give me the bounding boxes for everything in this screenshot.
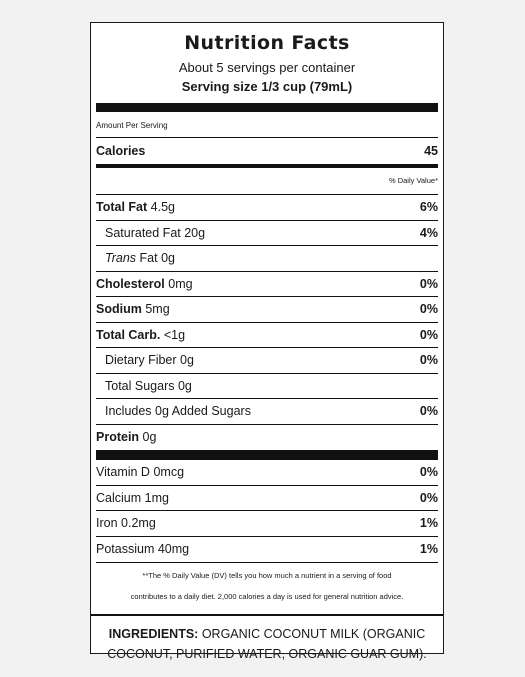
servings-per-container: About 5 servings per container xyxy=(178,60,356,75)
calories-label: Calories xyxy=(96,144,146,158)
vitamin-row xyxy=(96,537,438,563)
nutrient-label xyxy=(96,272,193,297)
footnote-line-1: **The % Daily Value (DV) tells you how much a nutrient in a serving of food xyxy=(142,571,392,580)
nutrient-row xyxy=(96,399,438,425)
label-title: Nutrition Facts xyxy=(184,32,350,54)
nutrient-label xyxy=(96,374,192,399)
vitamin-row xyxy=(96,460,438,486)
nutrient-label xyxy=(96,323,185,348)
nutrient-name: Total Fat xyxy=(96,200,148,214)
nutrient-daily-value: 0% xyxy=(419,404,438,418)
footnote-line-2: contributes to a daily diet. 2,000 calories a day is used for general nutrition advice. xyxy=(130,592,404,601)
nutrient-name: Sodium xyxy=(96,302,142,316)
vitamin-label xyxy=(96,486,169,511)
nutrient-row xyxy=(96,221,438,247)
nutrient-row xyxy=(96,348,438,374)
vitamin-amount: 0mcg xyxy=(153,465,185,479)
amount-per-serving: Amount Per Serving xyxy=(96,112,438,138)
nutrient-label xyxy=(96,221,205,246)
daily-value-footnote xyxy=(96,562,438,614)
nutrient-daily-value: 0% xyxy=(419,302,438,316)
vitamin-name: Vitamin D xyxy=(96,465,150,479)
vitamin-name: Iron xyxy=(96,516,118,530)
nutrient-name: Includes 0g Added Sugars xyxy=(105,404,251,418)
daily-value-header: % Daily Value* xyxy=(96,168,438,195)
nutrient-name-suffix: Fat xyxy=(139,251,158,265)
nutrient-row xyxy=(96,195,438,221)
ingredients-label: INGREDIENTS: xyxy=(108,627,199,641)
vitamin-list xyxy=(96,460,438,562)
nutrient-name: Dietary Fiber xyxy=(105,353,177,367)
vitamin-daily-value: 1% xyxy=(419,516,438,530)
nutrient-row xyxy=(96,374,438,400)
nutrient-name: Total Sugars xyxy=(105,378,175,393)
nutrient-daily-value: 0% xyxy=(419,353,438,367)
nutrient-label xyxy=(96,425,156,451)
nutrient-row xyxy=(96,323,438,349)
vitamin-name: Calcium xyxy=(96,490,142,505)
vitamin-amount: 1mg xyxy=(144,490,169,505)
nutrient-name: Trans xyxy=(105,251,137,265)
vitamin-name: Potassium xyxy=(96,541,155,556)
nutrient-amount: 0g xyxy=(161,251,175,265)
nutrient-name: Cholesterol xyxy=(96,276,165,291)
nutrient-name: Protein xyxy=(96,429,140,444)
nutrient-amount: <1g xyxy=(163,327,186,342)
vitamin-label xyxy=(96,511,156,536)
vitamin-daily-value: 0% xyxy=(419,490,438,505)
vitamin-label xyxy=(96,537,189,563)
vitamin-daily-value: 1% xyxy=(419,541,438,556)
nutrient-list xyxy=(96,195,438,450)
nutrient-daily-value: 0% xyxy=(419,327,438,342)
vitamin-row xyxy=(96,511,438,537)
nutrient-amount: 0g xyxy=(180,353,194,367)
nutrient-row xyxy=(96,272,438,298)
nutrient-amount: 4.5g xyxy=(150,200,175,214)
vitamin-row xyxy=(96,486,438,512)
nutrient-amount: 20g xyxy=(184,225,206,240)
nutrient-label xyxy=(96,195,175,220)
nutrition-facts-label xyxy=(90,22,444,661)
calories-row xyxy=(96,138,438,164)
nutrient-label xyxy=(96,399,251,424)
vitamin-amount: 0.2mg xyxy=(121,516,156,530)
nutrient-label xyxy=(96,246,175,271)
vitamin-daily-value: 0% xyxy=(419,465,438,479)
nutrient-daily-value: 0% xyxy=(419,276,438,291)
nutrient-label xyxy=(96,297,170,322)
calories-value: 45 xyxy=(424,144,438,158)
ingredients-text: ORGANIC COCONUT MILK (ORGANIC COCONUT, PURIFIED WATER, ORGANIC GUAR GUM). xyxy=(107,627,427,661)
nutrient-daily-value: 6% xyxy=(419,200,438,214)
thick-divider xyxy=(96,103,438,112)
ingredients xyxy=(91,614,443,664)
nutrient-row xyxy=(96,425,438,451)
nutrient-name: Saturated Fat xyxy=(105,225,181,240)
nutrient-daily-value: 4% xyxy=(419,225,438,240)
nutrient-row xyxy=(96,246,438,272)
nutrient-amount: 0g xyxy=(177,378,192,393)
vitamin-amount: 40mg xyxy=(157,541,190,556)
nutrient-amount: 5mg xyxy=(145,302,170,316)
nutrient-amount: 0g xyxy=(142,429,157,444)
nutrient-amount: 0mg xyxy=(168,276,193,291)
thick-divider-vitamins xyxy=(96,450,438,460)
nutrient-row xyxy=(96,297,438,323)
serving-size: Serving size 1/3 cup (79mL) xyxy=(181,79,353,94)
nutrient-label xyxy=(96,348,194,373)
vitamin-label xyxy=(96,460,184,485)
nutrient-name: Total Carb. xyxy=(96,327,161,342)
